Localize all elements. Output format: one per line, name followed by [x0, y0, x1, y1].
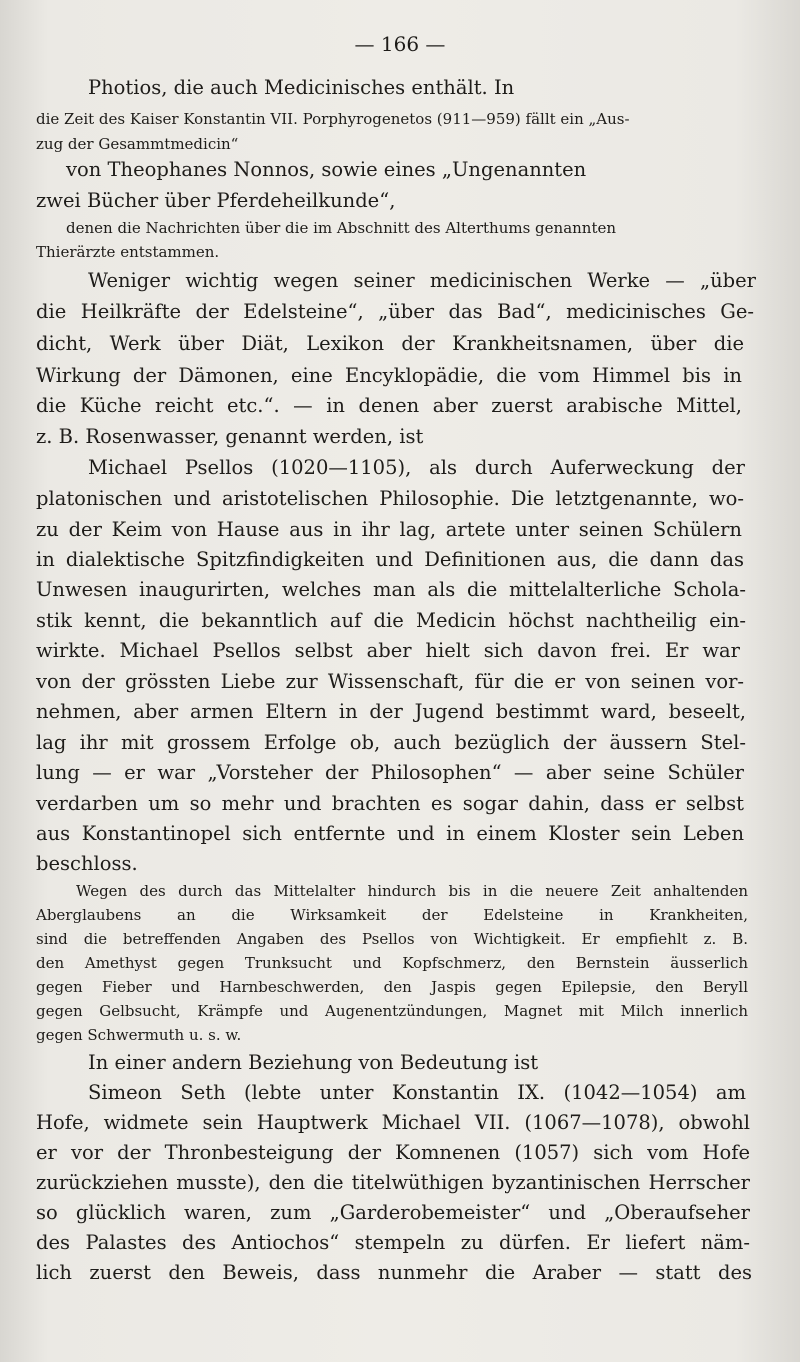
text-line: in dialektische Spitzfindigkeiten und Definitionen aus, die dann das: [36, 548, 744, 571]
text-line: von Theophanes Nonnos, sowie eines „Ungenannten: [66, 158, 587, 181]
page-number: — 166 —: [354, 32, 446, 56]
text-line: zwei Bücher über Pferdeheilkunde“,: [36, 189, 396, 212]
text-line: platonischen und aristotelischen Philosophie. Die letztgenannte, wo-: [36, 487, 744, 510]
text-line: den Amethyst gegen Trunksucht und Kopfschmerz, den Bernstein äusserlich: [36, 954, 748, 972]
text-line: wirkte. Michael Psellos selbst aber hielt sich davon frei. Er war: [36, 639, 740, 662]
text-line: lich zuerst den Beweis, dass nunmehr die Araber — statt des: [36, 1261, 752, 1284]
text-line: die Heilkräfte der Edelsteine“, „über das Bad“, medicinisches Ge-: [36, 300, 754, 323]
text-line: sind die betreffenden Angaben des Psellos von Wichtigkeit. Er empfiehlt z. B.: [36, 930, 748, 948]
text-line: aus Konstantinopel sich entfernte und in einem Kloster sein Leben: [36, 822, 744, 845]
text-line: Unwesen inaugurirten, welches man als die mittelalterliche Schola-: [36, 578, 746, 601]
text-line: lung — er war „Vorsteher der Philosophen“ — aber seine Schüler: [36, 761, 744, 784]
text-line: von der grössten Liebe zur Wissenschaft, für die er von seinen vor-: [36, 670, 744, 693]
text-line: Simeon Seth (lebte unter Konstantin IX. (1042—1054) am: [88, 1081, 746, 1104]
text-line: nehmen, aber armen Eltern in der Jugend bestimmt ward, beseelt,: [36, 700, 746, 723]
text-line: Wegen des durch das Mittelalter hindurch bis in die neuere Zeit anhaltenden: [76, 882, 748, 900]
text-line: zurückziehen musste), den die titelwüthigen byzantinischen Herrscher: [36, 1171, 750, 1194]
text-line: die Zeit des Kaiser Konstantin VII. Porphyrogenetos (911—959) fällt ein „Aus-: [36, 110, 630, 128]
text-line: Michael Psellos (1020—1105), als durch Auferweckung der: [88, 456, 745, 479]
text-line: denen die Nachrichten über die im Abschnitt des Alterthums genannten: [66, 219, 617, 237]
text-line: des Palastes des Antiochos“ stempeln zu dürfen. Er liefert näm-: [36, 1231, 750, 1254]
text-line: Aberglaubens an die Wirksamkeit der Edelsteine in Krankheiten,: [36, 906, 748, 924]
text-line: so glücklich waren, zum „Garderobemeister“ und „Oberaufseher: [36, 1201, 750, 1224]
text-line: lag ihr mit grossem Erfolge ob, auch bezüglich der äussern Stel-: [36, 731, 746, 754]
text-line: Photios, die auch Medicinisches enthält. In: [88, 76, 515, 99]
text-line: Wirkung der Dämonen, eine Encyklopädie, die vom Himmel bis in: [36, 364, 742, 387]
text-line: z. B. Rosenwasser, genannt werden, ist: [36, 425, 424, 448]
text-line: zu der Keim von Hause aus in ihr lag, artete unter seinen Schülern: [36, 518, 742, 541]
text-line: verdarben um so mehr und brachten es sogar dahin, dass er selbst: [36, 792, 744, 815]
text-line: die Küche reicht etc.“. — in denen aber zuerst arabische Mittel,: [36, 394, 742, 417]
text-line: Hofe, widmete sein Hauptwerk Michael VII. (1067—1078), obwohl: [36, 1111, 750, 1134]
text-line: gegen Gelbsucht, Krämpfe und Augenentzündungen, Magnet mit Milch innerlich: [36, 1002, 748, 1020]
text-line: dicht, Werk über Diät, Lexikon der Krankheitsnamen, über die: [36, 332, 744, 355]
text-line: beschloss.: [36, 852, 138, 875]
text-line: zug der Gesammtmedicin“: [36, 135, 239, 153]
text-line: Thierärzte entstammen.: [36, 243, 220, 261]
text-line: er vor der Thronbesteigung der Komnenen (1057) sich vom Hofe: [36, 1141, 750, 1164]
text-line: Weniger wichtig wegen seiner medicinischen Werke — „über: [88, 269, 756, 292]
text-line: gegen Fieber und Harnbeschwerden, den Jaspis gegen Epilepsie, den Beryll: [36, 978, 748, 996]
text-line: stik kennt, die bekanntlich auf die Medicin höchst nachtheilig ein-: [36, 609, 746, 632]
text-line: gegen Schwermuth u. s. w.: [36, 1026, 242, 1044]
text-line: In einer andern Beziehung von Bedeutung ist: [88, 1051, 539, 1074]
